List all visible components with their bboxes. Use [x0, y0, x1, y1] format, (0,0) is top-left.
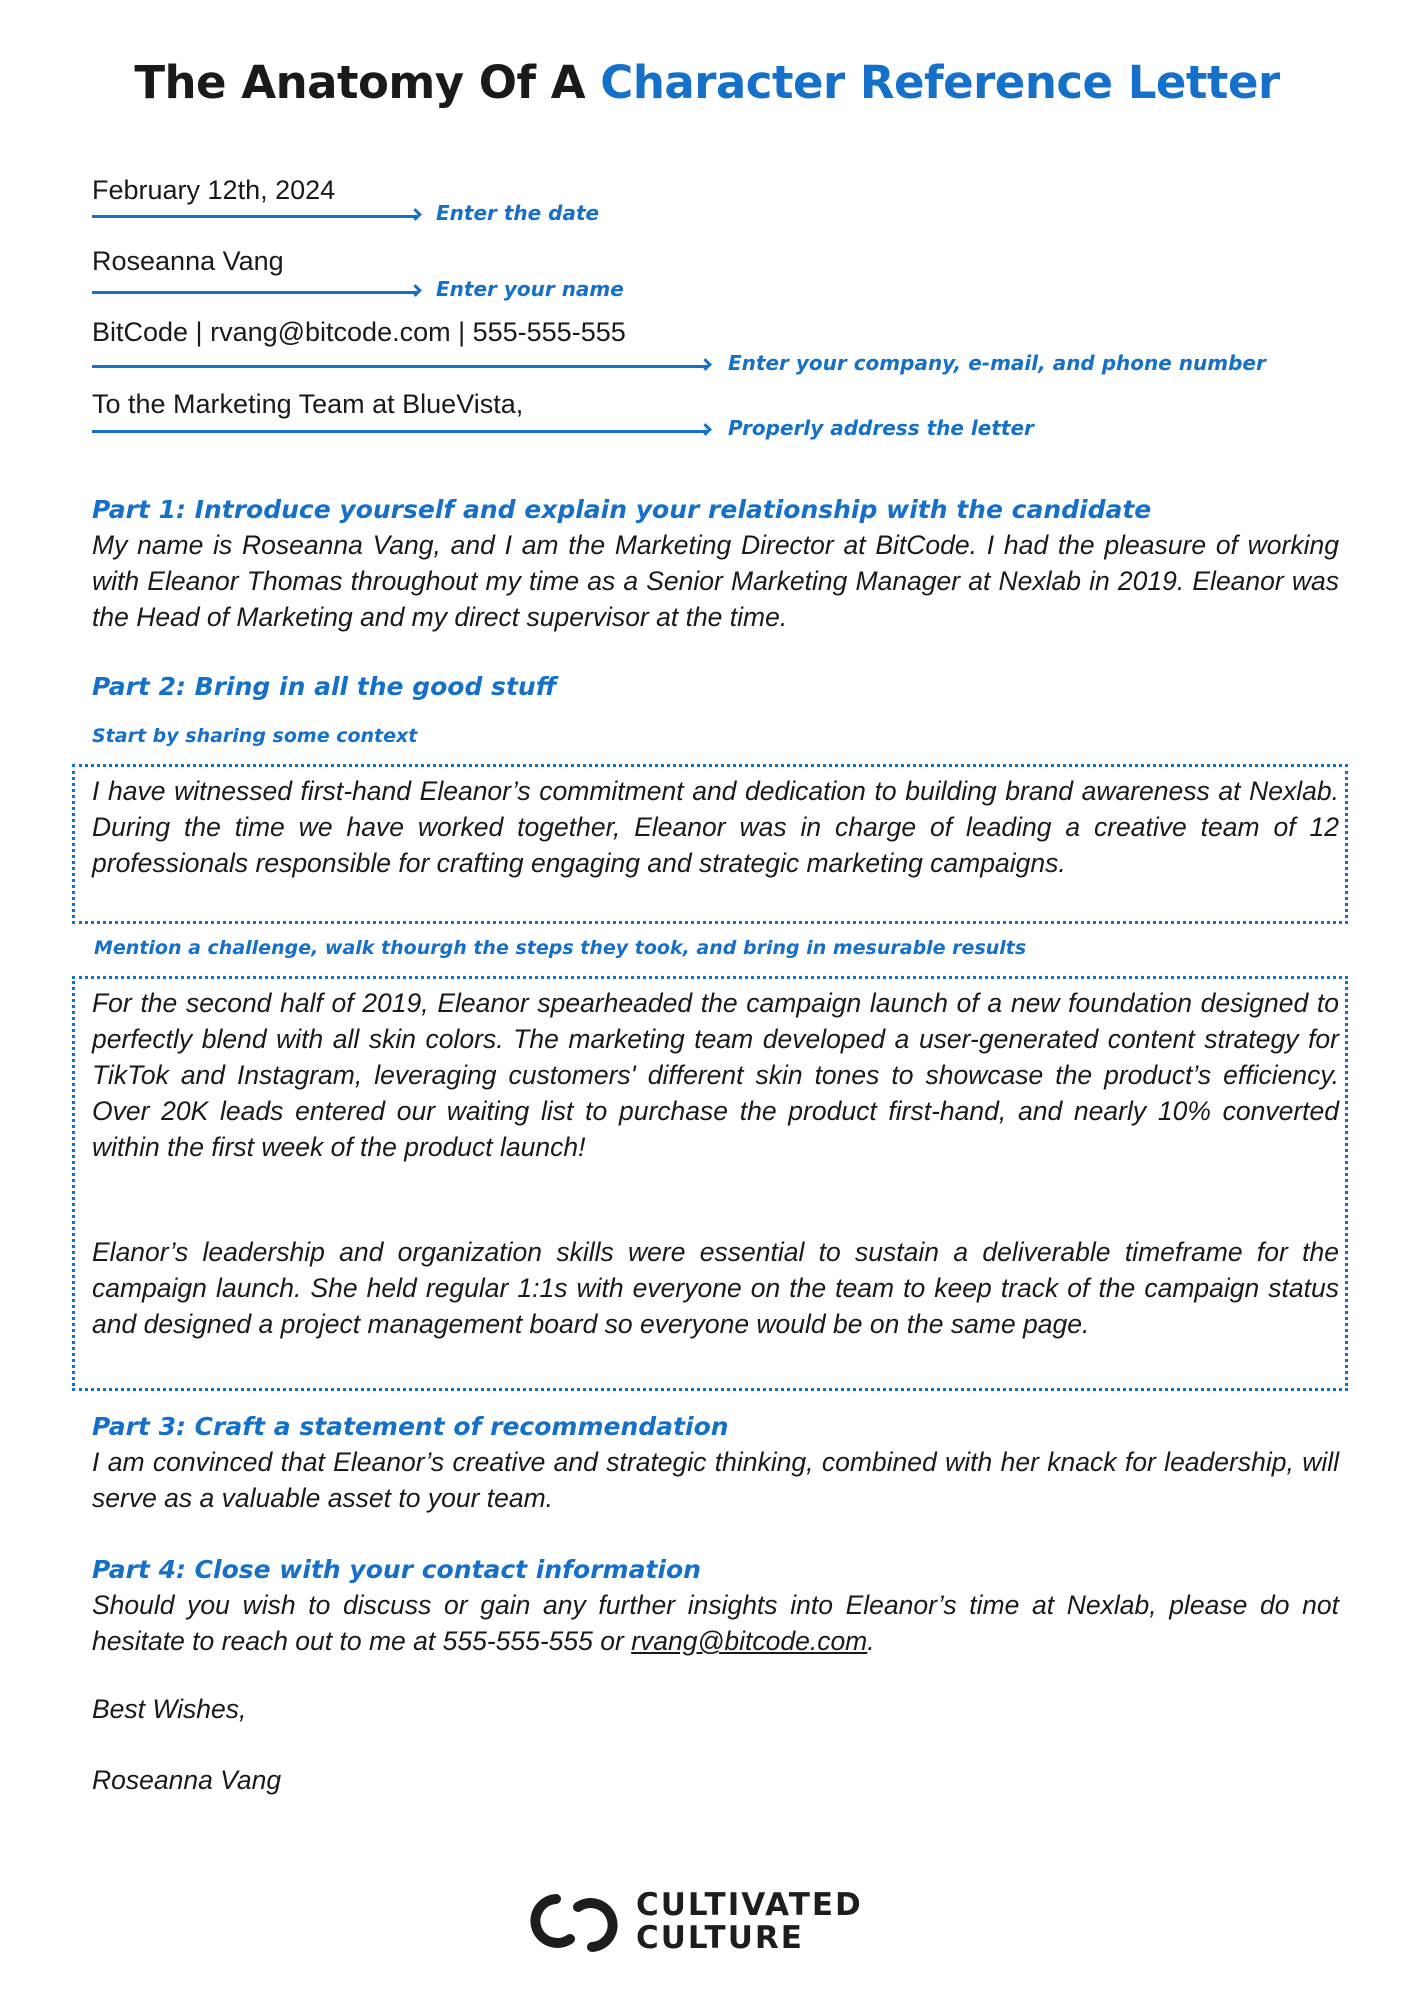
contact-hint: Enter your company, e-mail, and phone number	[728, 351, 1266, 375]
arrow-icon	[92, 291, 417, 294]
logo-line2: CULTURE	[636, 1920, 804, 1956]
name-hint: Enter your name	[436, 277, 624, 301]
context-hint: Start by sharing some context	[92, 725, 418, 747]
part4-text: Should you wish to discuss or gain any further insights into Eleanor’s time at Nexlab, please do not hesitate to reach out to me at 555-555-555 or	[92, 1590, 1339, 1656]
part3-body: I am convinced that Eleanor’s creative and strategic thinking, combined with her knack for leadership, will serve as a valuable asset to your team.	[92, 1447, 1339, 1513]
email-link[interactable]: rvang@bitcode.com	[631, 1626, 868, 1656]
part3-heading: Part 3: Craft a statement of recommendation	[92, 1412, 729, 1441]
challenge-body-2: Elanor’s leadership and organization skills were essential to sustain a deliverable timeframe for the campaign launch. She held regular 1:1s with everyone on the team to keep track of the campaign status and designed a project management board so everyone would be on the same page.	[92, 1237, 1339, 1339]
brand-logo	[528, 1887, 888, 1959]
logo-wordmark	[636, 1889, 863, 1955]
signature: Roseanna Vang	[92, 1765, 282, 1795]
page-title	[0, 56, 1414, 109]
salutation: Best Wishes,	[92, 1694, 247, 1724]
letter-address: To the Marketing Team at BlueVista,	[92, 389, 524, 419]
part4-heading: Part 4: Close with your contact information	[92, 1555, 701, 1584]
part4-text-end: .	[867, 1626, 875, 1656]
part1-heading: Part 1: Introduce yourself and explain your relationship with the candidate	[92, 495, 1152, 524]
sender-contact: BitCode | rvang@bitcode.com | 555-555-555	[92, 317, 626, 347]
part2-heading: Part 2: Bring in all the good stuff	[92, 672, 557, 701]
title-accent: Character Reference Letter	[600, 56, 1280, 109]
address-hint: Properly address the letter	[728, 416, 1034, 440]
title-prefix: The Anatomy Of A	[134, 56, 586, 109]
part4-body	[92, 1587, 1339, 1659]
challenge-body-1: For the second half of 2019, Eleanor spearheaded the campaign launch of a new foundation designed to perfectly blend with all skin colors. The marketing team developed a user-generated content strategy for TikTok and Instagram, leveraging customers' different skin tones to showcase the product’s efficiency. Over 20K leads entered our waiting list to purchase the product first-hand, and nearly 10% converted within the first week of the product launch!	[92, 988, 1339, 1162]
sender-name: Roseanna Vang	[92, 246, 284, 276]
cultivated-culture-logo-icon	[528, 1887, 620, 1959]
arrow-icon	[92, 430, 707, 433]
part1-body: My name is Roseanna Vang, and I am the Marketing Director at BitCode. I had the pleasure of working with Eleanor Thomas throughout my time as a Senior Marketing Manager at Nexlab in 2019. Eleanor was the Head of Marketing and my direct supervisor at the time.	[92, 530, 1339, 632]
letter-date: February 12th, 2024	[92, 175, 336, 205]
date-hint: Enter the date	[436, 201, 600, 225]
challenge-hint: Mention a challenge, walk thourgh the steps they took, and bring in mesurable results	[94, 937, 1027, 959]
context-body: I have witnessed first-hand Eleanor’s commitment and dedication to building brand awareness at Nexlab. During the time we have worked together, Eleanor was in charge of leading a creative team of 12 professionals responsible for crafting engaging and strategic marketing campaigns.	[92, 776, 1339, 878]
logo-line1: CULTIVATED	[636, 1887, 863, 1923]
arrow-icon	[92, 365, 707, 368]
arrow-icon	[92, 215, 417, 218]
